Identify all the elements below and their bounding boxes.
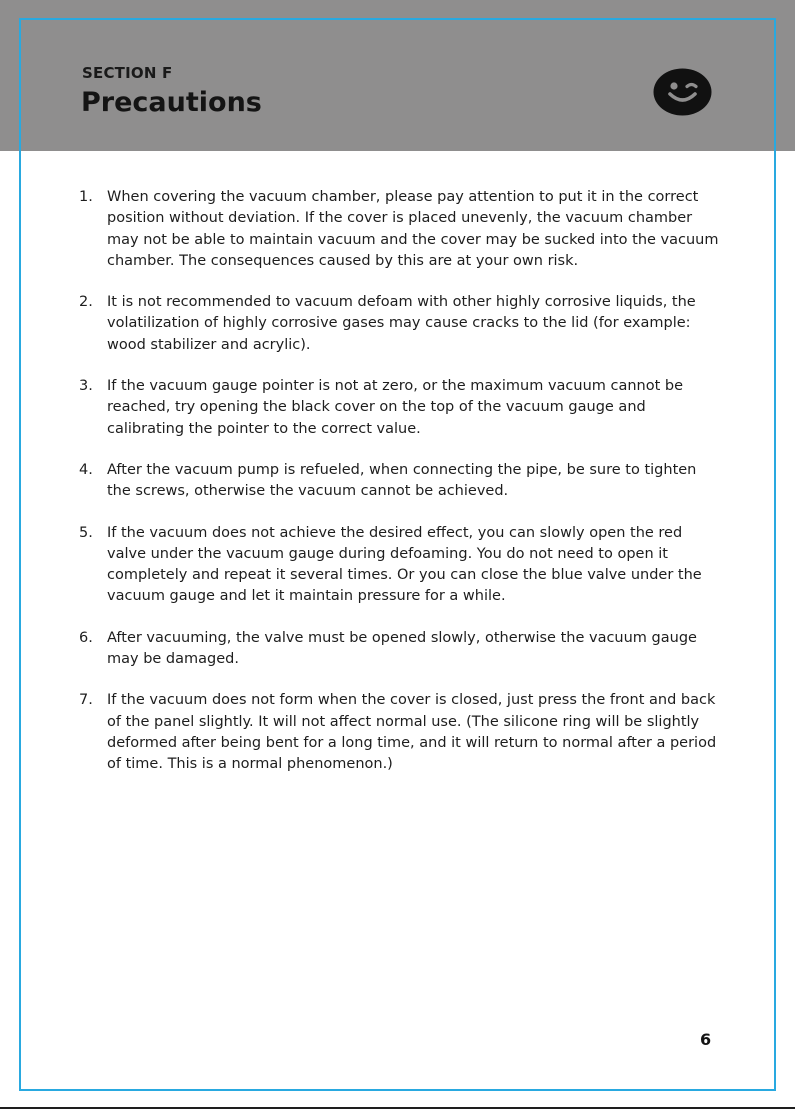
section-label: SECTION F	[82, 64, 173, 82]
item-text: If the vacuum does not achieve the desired effect, you can slowly open the red valve under the vacuum gauge during defoaming. You do not need to open it completely and repeat it several times. Or you can close the blue valve under the vacuum gauge and let it maintain pressure for a while.	[107, 524, 702, 605]
item-text: If the vacuum gauge pointer is not at zero, or the maximum vacuum cannot be reached, try opening the black cover on the top of the vacuum gauge and calibrating the pointer to the correct value.	[107, 378, 684, 437]
page-title: Precautions	[81, 87, 262, 118]
item-text: It is not recommended to vacuum defoam with other highly corrosive liquids, the volatilization of highly corrosive gases may cause cracks to the lid (for example: wood stabilizer and acrylic).	[107, 294, 696, 353]
item-number: 7.	[79, 692, 93, 709]
list-item	[79, 187, 719, 272]
item-number: 2.	[79, 294, 93, 311]
list-item	[79, 292, 719, 356]
winking-face-icon	[653, 68, 712, 116]
list-item	[79, 523, 719, 608]
item-text: When covering the vacuum chamber, please pay attention to put it in the correct position without deviation. If the cover is placed unevenly, the vacuum chamber may not be able to maintain vacuum and the cover may be sucked into the vacuum chamber. The consequences caused by this are at your own risk.	[107, 189, 719, 269]
item-number: 6.	[79, 629, 93, 646]
precautions-list	[79, 187, 719, 796]
item-number: 1.	[79, 189, 93, 205]
list-item	[79, 628, 719, 671]
item-number: 3.	[79, 378, 93, 395]
item-number: 4.	[79, 461, 93, 478]
list-item	[79, 460, 719, 503]
list-item	[79, 690, 719, 775]
list-item	[79, 376, 719, 440]
item-text: If the vacuum does not form when the cover is closed, just press the front and back of the panel slightly. It will not affect normal use. (The silicone ring will be slightly deformed after being bent for a long time, and it will return to normal after a period of time. This is a normal phenomenon.)	[107, 692, 717, 773]
item-text: After the vacuum pump is refueled, when connecting the pipe, be sure to tighten the screws, otherwise the vacuum cannot be achieved.	[107, 461, 697, 500]
item-number: 5.	[79, 524, 93, 541]
page-number: 6	[700, 1030, 712, 1049]
item-text: After vacuuming, the valve must be opened slowly, otherwise the vacuum gauge may be damaged.	[107, 629, 697, 668]
bottom-rule	[0, 1107, 795, 1109]
